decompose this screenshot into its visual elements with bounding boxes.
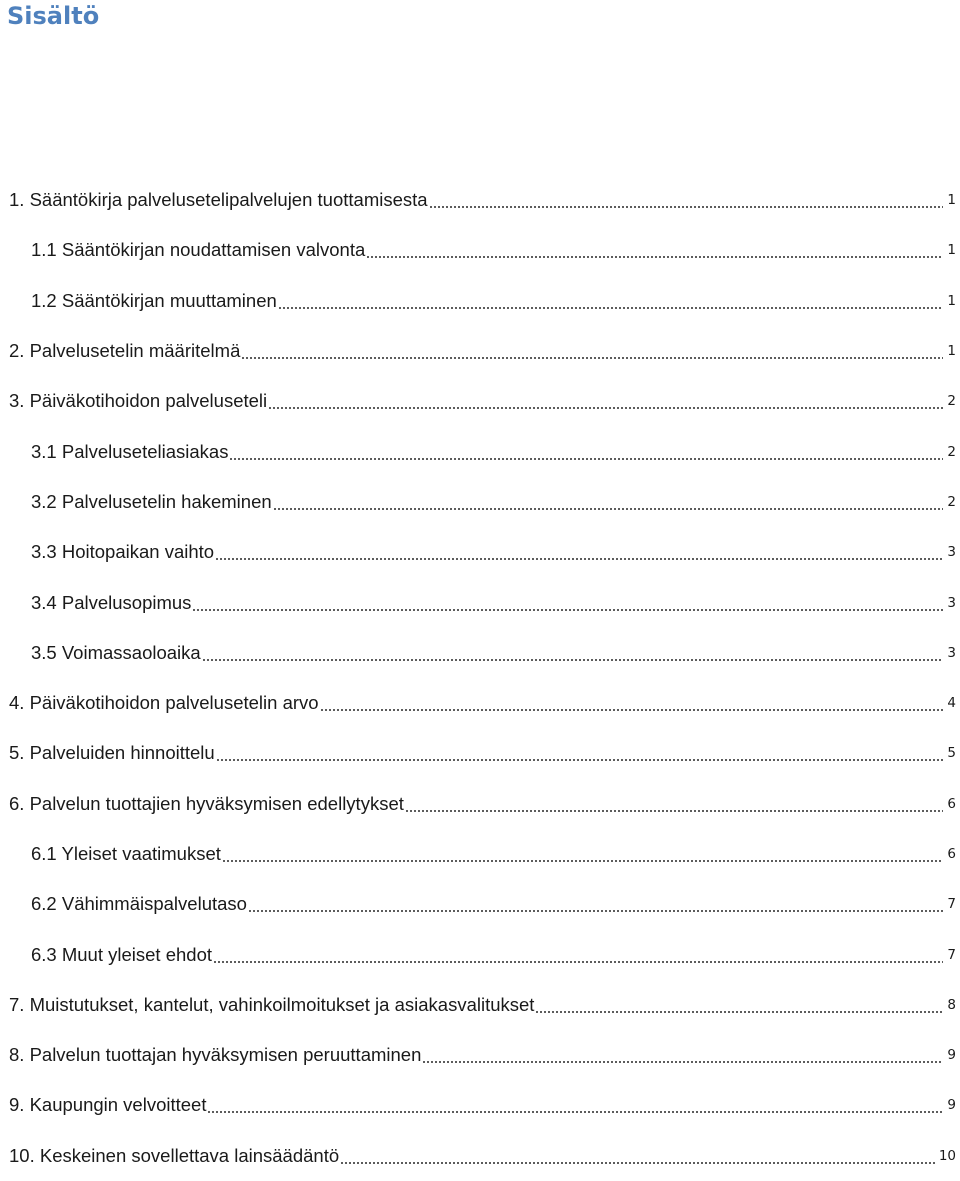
toc-entry[interactable] — [0, 376, 960, 426]
toc-entry-page-number[interactable]: 7 — [947, 896, 956, 913]
toc-entry-title[interactable]: 6.1 Yleiset vaatimukset — [31, 843, 221, 864]
toc-entry-title[interactable]: 3.2 Palvelusetelin hakeminen — [31, 490, 272, 512]
toc-entry-page-number[interactable]: 3 — [947, 644, 956, 661]
toc-entry[interactable] — [0, 225, 960, 275]
dot-leader — [366, 256, 943, 258]
toc-entry[interactable] — [0, 779, 960, 829]
dot-leader — [229, 458, 943, 460]
toc-entry-page-number[interactable]: 5 — [947, 745, 956, 762]
toc-entry-title[interactable]: 3.5 Voimassaoloaika — [31, 641, 201, 663]
toc-entry[interactable] — [0, 175, 960, 225]
toc-entry-title[interactable]: 1.1 Sääntökirjan noudattamisen valvonta — [31, 239, 366, 261]
dot-leader — [213, 961, 943, 963]
toc-entry[interactable] — [0, 980, 960, 1030]
page-title: Sisältö — [7, 2, 100, 30]
toc-entry-title[interactable]: 10. Keskeinen sovellettava lainsäädäntö — [9, 1144, 340, 1166]
toc-entry[interactable] — [0, 577, 960, 627]
toc-entry[interactable] — [0, 728, 960, 778]
toc-entry-page-number[interactable]: 1 — [947, 343, 956, 360]
dot-leader — [405, 810, 944, 812]
dot-leader — [278, 307, 944, 309]
dot-leader — [202, 659, 944, 661]
toc-entry[interactable] — [0, 1030, 960, 1080]
toc-entry-page-number[interactable]: 4 — [947, 695, 956, 712]
toc-entry-page-number[interactable]: 2 — [947, 393, 956, 410]
toc-entry[interactable] — [0, 879, 960, 929]
toc-entry-page-number[interactable]: 3 — [947, 594, 956, 611]
toc-entry-page-number[interactable]: 2 — [947, 443, 956, 460]
toc-entry[interactable] — [0, 829, 960, 879]
toc-entry[interactable] — [0, 929, 960, 979]
toc-entry[interactable] — [0, 1131, 960, 1181]
dot-leader — [207, 1111, 943, 1113]
dot-leader — [216, 759, 944, 761]
toc-entry-title[interactable]: 6.3 Muut yleiset ehdot — [31, 943, 212, 965]
toc-entry-page-number[interactable]: 6 — [947, 795, 956, 812]
dot-leader — [222, 860, 944, 862]
toc-entry[interactable] — [0, 326, 960, 376]
dot-leader — [268, 407, 943, 409]
toc-entry-title[interactable]: 2. Palvelusetelin määritelmä — [9, 340, 241, 362]
toc-entry-page-number[interactable]: 9 — [947, 1097, 956, 1114]
toc-entry-page-number[interactable]: 1 — [947, 192, 956, 209]
toc-entry-title[interactable]: 1.2 Sääntökirjan muuttaminen — [31, 289, 277, 311]
toc-entry[interactable] — [0, 628, 960, 678]
toc-entry-title[interactable]: 3.1 Palveluseteliasiakas — [31, 440, 229, 462]
toc-entry-page-number[interactable]: 1 — [947, 292, 956, 309]
toc-entry[interactable] — [0, 426, 960, 476]
dot-leader — [535, 1011, 943, 1013]
toc-entry[interactable] — [0, 527, 960, 577]
toc-entry-title[interactable]: 3.4 Palvelusopimus — [31, 591, 192, 613]
toc-entry-page-number[interactable]: 3 — [947, 544, 956, 561]
table-of-contents — [0, 175, 960, 1181]
toc-entry-title[interactable]: 9. Kaupungin velvoitteet — [9, 1094, 207, 1116]
toc-entry[interactable] — [0, 477, 960, 527]
toc-entry-title[interactable]: 7. Muistutukset, kantelut, vahinkoilmoitukset ja asiakasvalitukset — [9, 993, 535, 1015]
toc-entry[interactable] — [0, 1080, 960, 1130]
dot-leader — [192, 609, 943, 611]
dot-leader — [215, 558, 943, 560]
dot-leader — [320, 709, 944, 711]
toc-entry-title[interactable]: 8. Palvelun tuottajan hyväksymisen peruuttaminen — [9, 1044, 422, 1066]
toc-entry-page-number[interactable]: 7 — [947, 946, 956, 963]
toc-entry-page-number[interactable]: 1 — [947, 242, 956, 259]
toc-entry-page-number[interactable]: 9 — [947, 1047, 956, 1064]
dot-leader — [340, 1162, 935, 1164]
toc-entry-title[interactable]: 4. Päiväkotihoidon palvelusetelin arvo — [9, 692, 319, 714]
toc-entry-page-number[interactable]: 6 — [947, 846, 956, 862]
toc-entry-title[interactable]: 3. Päiväkotihoidon palveluseteli — [9, 390, 268, 412]
toc-entry-title[interactable]: 6. Palvelun tuottajien hyväksymisen edellytykset — [9, 792, 404, 814]
toc-entry-page-number[interactable]: 8 — [947, 996, 956, 1013]
toc-entry-title[interactable]: 5. Palveluiden hinnoittelu — [9, 742, 215, 764]
toc-entry[interactable] — [0, 678, 960, 728]
dot-leader — [273, 508, 944, 510]
dot-leader — [241, 357, 943, 359]
dot-leader — [422, 1061, 943, 1063]
toc-entry-title[interactable]: 3.3 Hoitopaikan vaihto — [31, 541, 215, 563]
toc-entry-page-number[interactable]: 10 — [938, 1147, 956, 1164]
toc-entry-page-number[interactable]: 2 — [947, 493, 956, 510]
toc-entry-title[interactable]: 6.2 Vähimmäispalvelutaso — [31, 893, 247, 915]
toc-entry[interactable] — [0, 276, 960, 326]
toc-entry-title[interactable]: 1. Sääntökirja palvelusetelipalvelujen tuottamisesta — [9, 189, 428, 211]
dot-leader — [429, 206, 944, 208]
dot-leader — [248, 910, 943, 912]
